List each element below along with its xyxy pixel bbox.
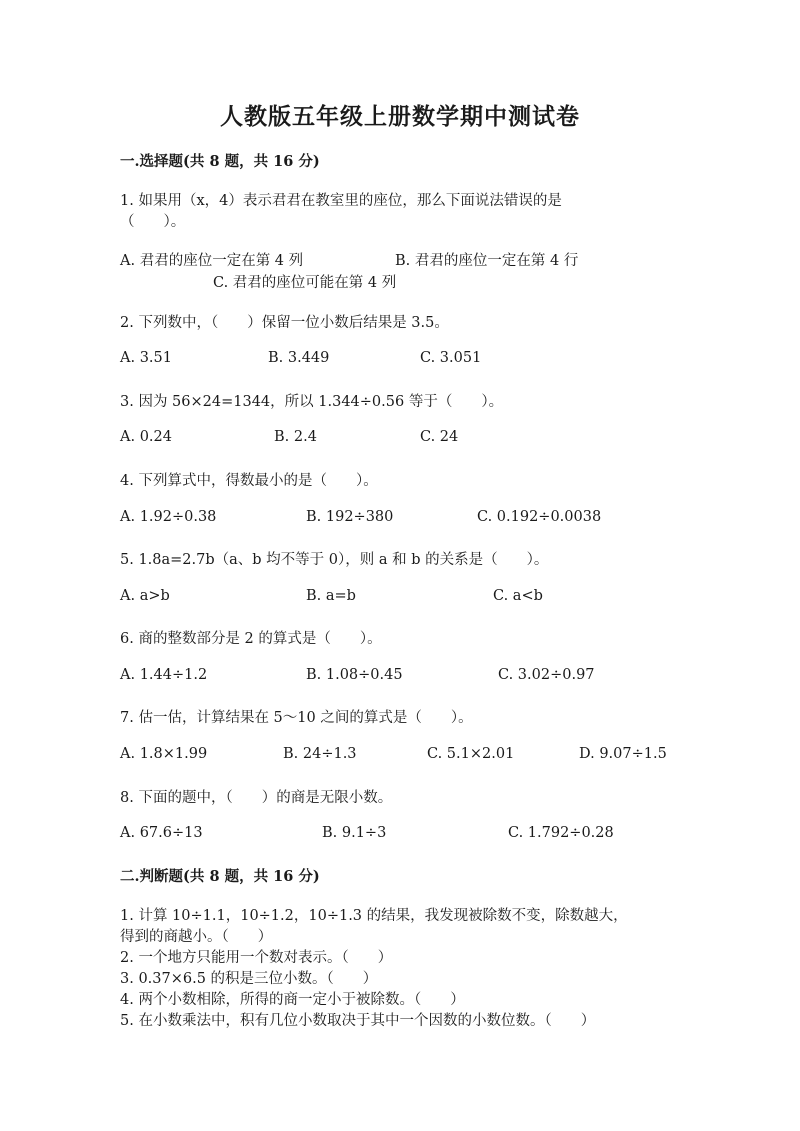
question-1-blank: （ ）。 <box>120 214 186 230</box>
tf-question-3: 3. 0.37×6.5 的积是三位小数。（ ） <box>120 971 378 987</box>
question-4-option-c: C. 0.192÷0.0038 <box>477 509 602 525</box>
question-1-option-b: B. 君君的座位一定在第 4 行 <box>395 253 579 269</box>
question-6-option-b: B. 1.08÷0.45 <box>306 667 403 683</box>
question-8-option-a: A. 67.6÷13 <box>120 825 203 841</box>
question-3-option-b: B. 2.4 <box>274 429 317 445</box>
question-7-option-a: A. 1.8×1.99 <box>120 746 208 762</box>
question-5-stem: 5. 1.8a=2.7b（a、b 均不等于 0），则 a 和 b 的关系是（ ）。 <box>120 552 549 568</box>
question-4-option-a: A. 1.92÷0.38 <box>120 509 217 525</box>
question-5-option-c: C. a<b <box>493 588 543 604</box>
question-3-option-a: A. 0.24 <box>120 429 172 445</box>
question-8-option-c: C. 1.792÷0.28 <box>508 825 614 841</box>
question-2-option-a: A. 3.51 <box>120 350 172 366</box>
question-5-option-a: A. a>b <box>120 588 170 604</box>
section-heading-multiple-choice: 一.选择题(共 8 题，共 16 分) <box>120 153 320 170</box>
question-5-option-b: B. a=b <box>306 588 356 604</box>
question-1-option-c: C. 君君的座位可能在第 4 列 <box>213 275 397 291</box>
question-7-option-d: D. 9.07÷1.5 <box>579 746 667 762</box>
question-7-stem: 7. 估一估，计算结果在 5～10 之间的算式是（ ）。 <box>120 710 473 726</box>
question-6-stem: 6. 商的整数部分是 2 的算式是（ ）。 <box>120 631 382 647</box>
tf-question-4: 4. 两个小数相除，所得的商一定小于被除数。（ ） <box>120 992 465 1008</box>
tf-question-1-line-1: 1. 计算 10÷1.1，10÷1.2，10÷1.3 的结果，我发现被除数不变，除数越大， <box>120 908 628 924</box>
question-4-option-b: B. 192÷380 <box>306 509 394 525</box>
tf-question-1-line-2: 得到的商越小。（ ） <box>120 929 273 945</box>
question-2-option-b: B. 3.449 <box>268 350 330 366</box>
section-heading-true-false: 二.判断题(共 8 题，共 16 分) <box>120 868 320 885</box>
question-6-option-a: A. 1.44÷1.2 <box>120 667 208 683</box>
question-7-option-c: C. 5.1×2.01 <box>427 746 515 762</box>
tf-question-2: 2. 一个地方只能用一个数对表示。（ ） <box>120 950 393 966</box>
question-3-option-c: C. 24 <box>420 429 459 445</box>
question-1-option-a: A. 君君的座位一定在第 4 列 <box>120 253 304 269</box>
question-7-option-b: B. 24÷1.3 <box>283 746 357 762</box>
page-title: 人教版五年级上册数学期中测试卷 <box>220 103 580 130</box>
question-2-stem: 2. 下列数中，（ ）保留一位小数后结果是 3.5。 <box>120 315 449 331</box>
question-3-stem: 3. 因为 56×24=1344，所以 1.344÷0.56 等于（ ）。 <box>120 394 504 410</box>
question-1-stem: 1. 如果用（x，4）表示君君在教室里的座位，那么下面说法错误的是 <box>120 193 562 209</box>
question-4-stem: 4. 下列算式中，得数最小的是（ ）。 <box>120 473 378 489</box>
question-8-stem: 8. 下面的题中，（ ）的商是无限小数。 <box>120 790 393 806</box>
question-2-option-c: C. 3.051 <box>420 350 482 366</box>
question-6-option-c: C. 3.02÷0.97 <box>498 667 595 683</box>
tf-question-5: 5. 在小数乘法中，积有几位小数取决于其中一个因数的小数位数。（ ） <box>120 1013 596 1029</box>
question-8-option-b: B. 9.1÷3 <box>322 825 387 841</box>
